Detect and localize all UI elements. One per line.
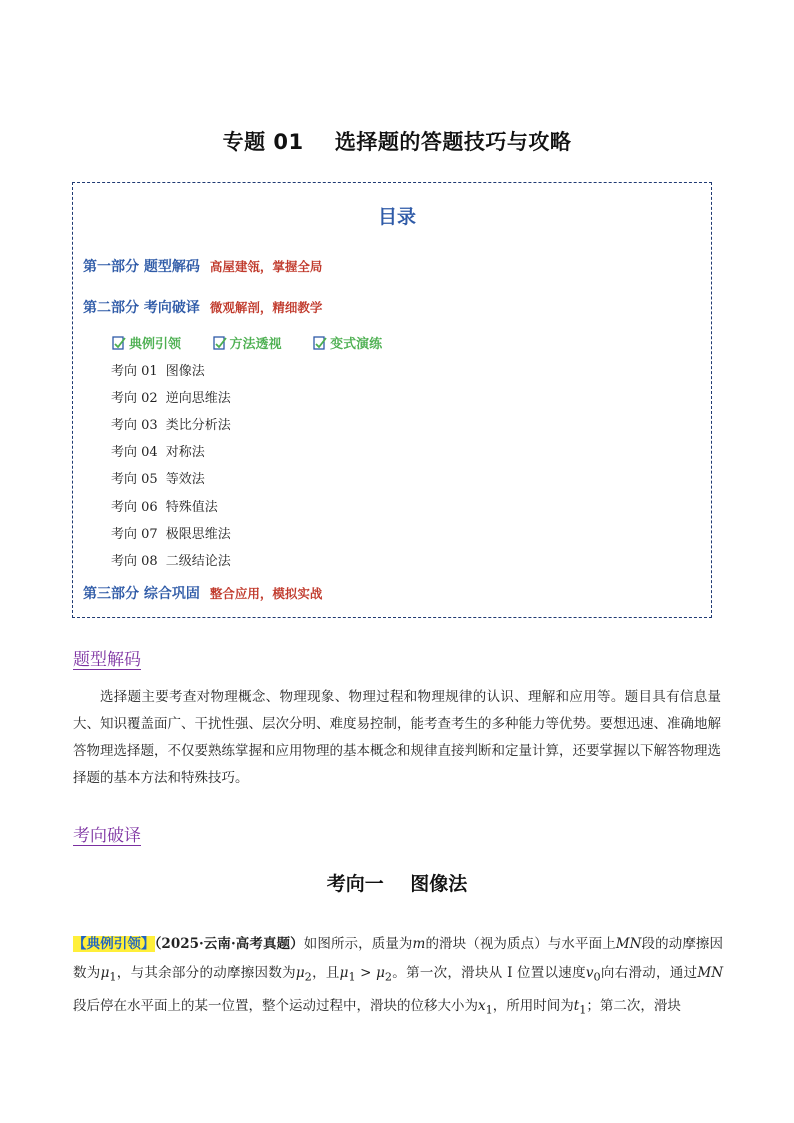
toc-item-name: 极限思维法 [165,527,231,542]
section-heading-decode: 题型解码 [73,650,141,670]
tag-practice-label: 变式演练 [330,337,383,352]
checklist-icon [312,335,328,351]
toc-item[interactable] [111,387,231,406]
var-m: m [412,936,426,952]
toc-item-number: 考向 02 [111,391,158,406]
subscript: 0 [593,970,601,984]
toc-part-1-label: 第一部分 题型解码 [83,259,200,275]
toc-item[interactable] [111,360,205,379]
toc-part-3[interactable] [83,583,322,603]
text: ，且 [311,965,340,981]
var-v: v [585,965,594,981]
example-tag: 【典例引领】 [73,936,155,952]
toc-item-name: 对称法 [165,445,205,460]
toc-part-1-sub: 高屋建瓴，掌握全局 [209,259,323,274]
var-mu2: μ [376,965,385,981]
var-mu1: μ [339,965,349,981]
toc-heading: 目录 [377,206,416,228]
toc-tags [111,333,408,355]
var-t: t [573,997,580,1014]
section-heading-analysis: 考向破译 [73,826,141,846]
var-mn: MN [697,965,724,981]
subscript: 2 [384,970,393,984]
checklist-icon [111,335,127,351]
subscript: 2 [304,970,312,984]
var-mn: MN [615,936,642,952]
toc-item-number: 考向 06 [111,500,158,515]
example-source: （2025·云南·高考真题） [154,936,304,952]
text: 向右滑动，通过 [600,965,698,981]
subscript: 1 [348,970,356,984]
intro-paragraph: 选择题主要考查对物理概念、物理现象、物理过程和物理规律的认识、理解和应用等。题目具有信息量大、知识覆盖面广、干扰性强、层次分明、难度易控制，能考查考生的多种能力等优势。要想迅速、准确地解答物理选择题，不仅要熟练掌握和应用物理的基本概念和规律直接判断和定量计算，还要掌握以下解答物理选择题的基本方法和特殊技巧。 [73,689,721,786]
toc-item-name: 等效法 [165,472,205,487]
checklist-icon [212,335,228,351]
tag-method[interactable] [212,333,282,352]
toc-item[interactable] [111,441,205,460]
subscript: 1 [109,970,117,984]
subscript: 1 [579,1003,587,1017]
text: 如图所示，质量为 [303,936,413,952]
toc-part-1[interactable] [83,256,322,276]
text: 。第一次，滑块从 I 位置以速度 [392,965,586,981]
text: 段后停在水平面上的某一位置，整个运动过程中，滑块的位移大小为 [73,997,478,1014]
toc-item-name: 逆向思维法 [165,391,231,406]
page-title: 专题 01 选择题的答题技巧与攻略 [222,130,572,154]
text: ；第二次，滑块 [586,997,681,1014]
subsection-title: 考向一 图像法 [326,873,468,895]
var-x: x [478,997,486,1014]
text: 的滑块（视为质点）与水平面上 [425,936,616,952]
toc-item[interactable] [111,523,231,542]
toc-item-number: 考向 07 [111,527,158,542]
toc-item[interactable] [111,468,205,487]
toc-item-number: 考向 01 [111,364,158,379]
text: ，所用时间为 [492,997,574,1014]
tag-example[interactable] [111,333,181,352]
text: 段的动摩擦因数为 [73,936,724,981]
toc-part-2-sub: 微观解剖，精细教学 [209,300,323,315]
toc-item-number: 考向 03 [111,418,158,433]
toc-item-number: 考向 05 [111,472,158,487]
toc-part-2[interactable] [83,297,322,317]
toc-item-number: 考向 04 [111,445,158,460]
tag-example-label: 典例引领 [129,337,182,352]
toc-part-3-label: 第三部分 综合巩固 [83,586,200,602]
toc-item[interactable] [111,550,231,569]
toc-part-2-label: 第二部分 考向破译 [83,300,200,316]
toc-item-name: 特殊值法 [165,500,218,515]
toc-item[interactable] [111,496,218,515]
toc-item-number: 考向 08 [111,554,158,569]
subscript: 1 [485,1003,493,1017]
tag-practice[interactable] [312,333,382,352]
compare-sign: > [355,965,377,981]
tag-method-label: 方法透视 [229,337,282,352]
toc-item-name: 图像法 [165,364,205,379]
toc-item[interactable] [111,414,231,433]
toc-item-name: 类比分析法 [165,418,231,433]
var-mu1: μ [100,965,110,981]
var-mu2: μ [295,965,305,981]
toc-part-3-sub: 整合应用，模拟实战 [209,586,323,601]
text: ，与其余部分的动摩擦因数为 [116,965,296,981]
example-paragraph [73,930,723,1024]
toc-item-name: 二级结论法 [165,554,231,569]
